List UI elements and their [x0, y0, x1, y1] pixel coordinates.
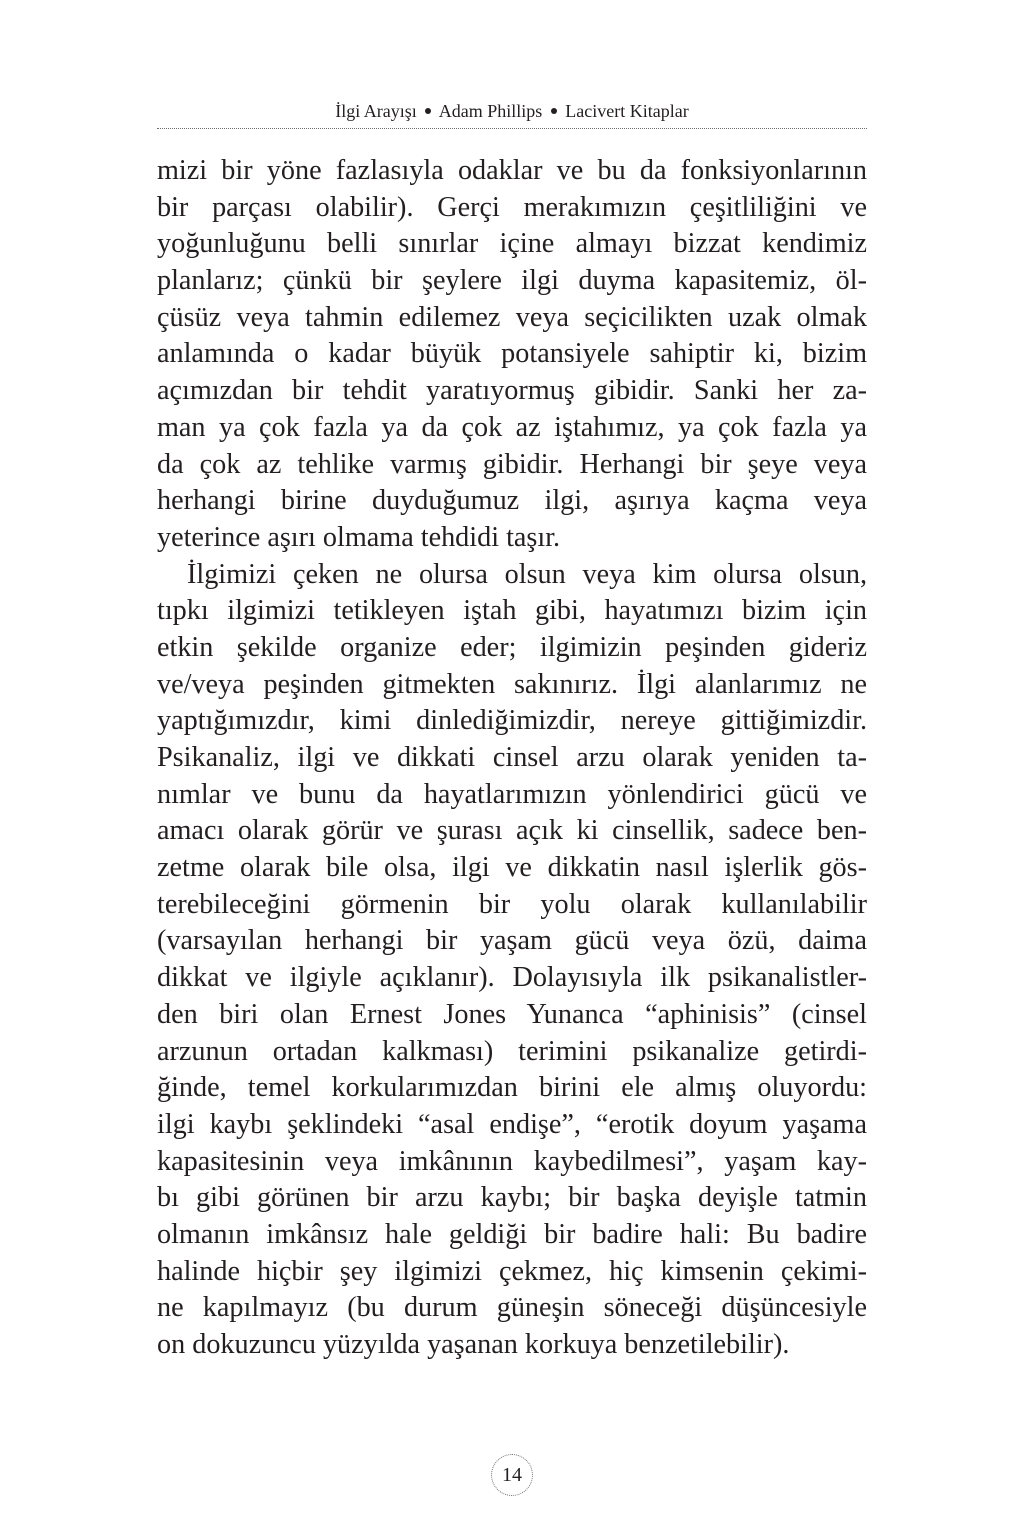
text-line: dikkat ve ilgiyle açıklanır). Dolayısıyla ilk psikanalistler-	[157, 962, 867, 994]
text-line: anlamında o kadar büyük potansiyele sahiptir ki, bizim	[157, 338, 867, 370]
paragraph	[157, 153, 867, 557]
paragraph	[157, 557, 867, 1364]
text-line: (varsayılan herhangi bir yaşam gücü veya özü, daima	[157, 925, 867, 957]
bullet-separator-icon	[551, 108, 557, 114]
text-line: tıpkı ilgimizi tetikleyen iştah gibi, hayatımızı bizim için	[157, 595, 867, 627]
bullet-separator-icon	[425, 108, 431, 114]
text-line: arzunun ortadan kalkması) terimini psikanalize getirdi-	[157, 1035, 867, 1067]
text-line: nımlar ve bunu da hayatlarımızın yönlendirici gücü ve	[157, 778, 867, 810]
text-line: zetme olarak bile olsa, ilgi ve dikkatin nasıl işlerlik gös-	[157, 852, 867, 884]
text-line: den biri olan Ernest Jones Yunanca “aphinisis” (cinsel	[157, 998, 867, 1030]
header-dotted-rule	[157, 128, 867, 129]
book-title: İlgi Arayışı	[335, 101, 417, 121]
text-line: herhangi birine duyduğumuz ilgi, aşırıya kaçma veya	[157, 485, 867, 517]
text-line: mizi bir yöne fazlasıyla odaklar ve bu da fonksiyonlarının	[157, 155, 867, 186]
text-line: etkin şekilde organize eder; ilgimizin peşinden gideriz	[157, 631, 867, 663]
text-line: yaptığımızdır, kimi dinlediğimizdir, nereye gittiğimizdir.	[157, 705, 867, 737]
text-line: ve/veya peşinden gitmekten sakınırız. İlgi alanlarımız ne	[157, 668, 867, 700]
publisher-name: Lacivert Kitaplar	[565, 101, 689, 121]
text-line: planlarız; çünkü bir şeylere ilgi duyma kapasitemiz, öl-	[157, 265, 867, 297]
text-line: ilgi kaybı şeklindeki “asal endişe”, “erotik doyum yaşama	[157, 1108, 867, 1140]
text-line: yeterince aşırı olmama tehdidi taşır.	[157, 521, 561, 553]
text-line: olmanın imkânsız hale geldiği bir badire hali: Bu badire	[157, 1218, 867, 1250]
text-line: halinde hiçbir şey ilgimizi çekmez, hiç kimsenin çekimi-	[157, 1255, 867, 1287]
text-line: İlgimizi çeken ne olursa olsun veya kim olursa olsun,	[187, 558, 867, 590]
text-line: ğinde, temel korkularımızdan birini ele almış oluyordu:	[157, 1072, 867, 1104]
running-header	[157, 99, 867, 123]
text-line: on dokuzuncu yüzyılda yaşanan korkuya benzetilebilir).	[157, 1329, 790, 1360]
text-line: çüsüz veya tahmin edilemez veya seçicilikten uzak olmak	[157, 301, 867, 333]
text-line: yoğunluğunu belli sınırlar içine almayı bizzat kendimiz	[157, 228, 867, 260]
text-line: da çok az tehlike varmış gibidir. Herhangi bir şeye veya	[157, 448, 867, 480]
page-number: 14	[491, 1454, 533, 1496]
text-line: bı gibi görünen bir arzu kaybı; bir başka deyişle tatmin	[157, 1182, 867, 1214]
text-line: bir parçası olabilir). Gerçi merakımızın çeşitliliğini ve	[157, 191, 867, 223]
text-line: Psikanaliz, ilgi ve dikkati cinsel arzu olarak yeniden ta-	[157, 742, 867, 773]
text-line: ne kapılmayız (bu durum güneşin söneceği düşüncesiyle	[157, 1292, 867, 1324]
text-line: kapasitesinin veya imkânının kaybedilmesi”, yaşam kay-	[157, 1145, 867, 1177]
text-line: man ya çok fazla ya da çok az iştahımız, ya çok fazla ya	[157, 411, 867, 443]
text-line: amacı olarak görür ve şurası açık ki cinsellik, sadece ben-	[157, 815, 867, 847]
author-name: Adam Phillips	[438, 101, 543, 121]
text-line: terebileceğini görmenin bir yolu olarak kullanılabilir	[157, 888, 867, 920]
body-text	[157, 153, 867, 1364]
text-line: açımızdan bir tehdit yaratıyormuş gibidir. Sanki her za-	[157, 375, 867, 407]
